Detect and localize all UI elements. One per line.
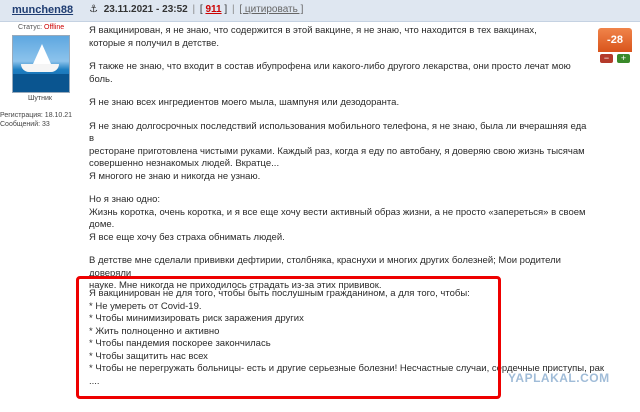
user-rank: Шутник bbox=[28, 95, 52, 102]
watermark: YAPLAKAL.COM bbox=[508, 371, 610, 385]
text-line: * Чтобы защитить нас всех bbox=[89, 350, 208, 362]
text-line: боль. bbox=[89, 73, 113, 85]
post-header bbox=[0, 0, 640, 22]
text-line: Я вакцинирован не для того, чтобы быть послушным гражданином, а для того, чтобы: bbox=[89, 288, 470, 299]
post-rating bbox=[598, 28, 632, 62]
text-line: Я все еще хочу без страха обнимать людей. bbox=[89, 231, 285, 243]
username-link[interactable]: munchen88 bbox=[12, 4, 74, 16]
rate-plus-button[interactable]: + bbox=[617, 54, 630, 63]
text-line: совершенно незнакомых людей. Вкратце... bbox=[89, 158, 280, 169]
text-line: Я также не знаю, что входит в состав ибупрофена или какого-либо другого лекарства, они просто лечат мою bbox=[89, 61, 571, 72]
user-sidebar bbox=[0, 22, 76, 412]
post-date: 23.11.2021 - 23:52 bbox=[103, 4, 188, 15]
avatar-sea bbox=[13, 74, 69, 92]
status-value: Offline bbox=[44, 24, 65, 31]
rate-minus-button[interactable]: − bbox=[600, 54, 613, 63]
paragraph-3 bbox=[89, 97, 589, 110]
text-line: науке. Мне никогда не приходилось страдать из-за этих прививок. bbox=[89, 280, 382, 291]
text-line: * Чтобы минимизировать риск заражения других bbox=[89, 313, 304, 324]
text-line: * Чтобы не перегружать больницы- есть и другие серьезные болезни! Несчастные случаи, сердечные приступы, рак bbox=[89, 363, 605, 374]
text-line: * Чтобы пандемия поскорее закончилась bbox=[89, 338, 271, 349]
text-line: Но я знаю одно: bbox=[89, 194, 161, 205]
user-info bbox=[0, 111, 76, 129]
text-line: Я многого не знаю и никогда не узнаю. bbox=[89, 170, 261, 182]
separator: | bbox=[192, 4, 196, 15]
anchor-icon[interactable]: ⚓ bbox=[89, 4, 98, 15]
message-count: Сообщений: 33 bbox=[0, 121, 50, 128]
paragraph-1 bbox=[89, 25, 589, 50]
user-status bbox=[18, 24, 64, 31]
text-line: ресторане приготовлена чистыми руками. Каждый раз, когда я еду по автобану, я доверяю свою жизнь тысячам bbox=[89, 145, 585, 157]
post-body bbox=[89, 25, 589, 304]
paragraph-2 bbox=[89, 61, 589, 86]
text-line: Я не знаю всех ингредиентов моего мыла, шампуня или дезодоранта. bbox=[89, 97, 400, 108]
paragraph-4 bbox=[89, 121, 589, 184]
quote-link[interactable]: [ цитировать ] bbox=[239, 4, 304, 15]
rating-value: -28 bbox=[598, 28, 632, 52]
avatar[interactable] bbox=[12, 35, 70, 93]
text-line: Я вакцинирован, я не знаю, что содержится в этой вакцине, я не знаю, что находится в тех вакцинах, bbox=[89, 25, 537, 36]
text-line: .... bbox=[89, 375, 100, 387]
avatar-sail bbox=[33, 44, 51, 64]
post-number-link[interactable]: 911 bbox=[205, 4, 222, 15]
text-line: которые я получил в детстве. bbox=[89, 37, 220, 49]
registration-date: Регистрация: 18.10.21 bbox=[0, 112, 73, 119]
status-label: Статус: bbox=[18, 24, 43, 31]
text-line: * Жить полноценно и активно bbox=[89, 325, 220, 337]
red-highlight-frame bbox=[76, 276, 501, 399]
paragraph-5 bbox=[89, 194, 589, 244]
post-meta: ⚓ 23.11.2021 - 23:52 | [ 911 ] | [ цитировать ] bbox=[89, 4, 304, 15]
text-line: * Не умереть от Covid-19. bbox=[89, 300, 202, 312]
text-line: Жизнь коротка, очень коротка, и я все еще хочу вести активный образ жизни, а не просто «запереться» в своем доме. bbox=[89, 206, 586, 230]
separator: | bbox=[231, 4, 235, 15]
text-line: В детстве мне сделали прививки дефтирии, столбняка, краснухи и многих других болезней; Мои родители доверяли bbox=[89, 255, 561, 279]
text-line: Я не знаю долгосрочных последствий использования мобильного телефона, я не знаю, была ли вчерашняя еда в bbox=[89, 120, 587, 144]
avatar-boat bbox=[21, 64, 59, 72]
